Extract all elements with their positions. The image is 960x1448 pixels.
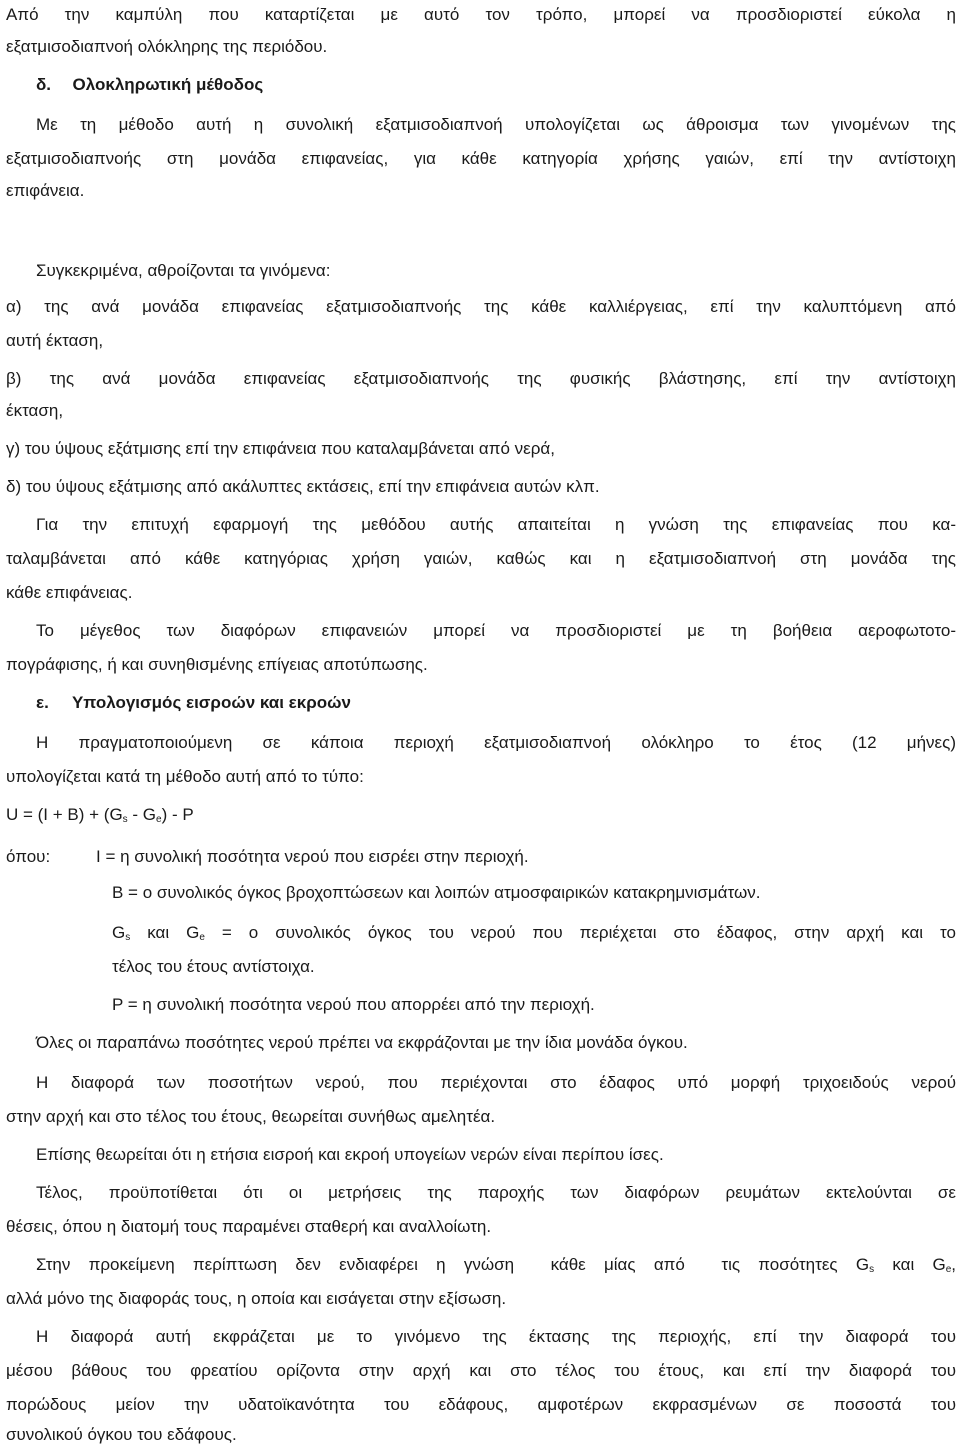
- section-e-p1-line-1: Η πραγματοποιούμενη σε κάποια περιοχή εξατμισοδιαπνοή ολόκληρο το έτος (12 μήνες): [36, 733, 956, 752]
- section-e-p6-line-1: Στην προκείμενη περίπτωση δεν ενδιαφέρει η γνώση κάθε μίας από τις ποσότητες $G_s$ και $G_e$,: [36, 1255, 956, 1275]
- section-e-p3-line-2: στην αρχή και στο τέλος του έτους, θεωρείται συνήθως αμελητέα.: [6, 1107, 496, 1126]
- section-d-title: Ολοκληρωτική μέθοδος: [72, 75, 264, 94]
- definition-g-line-1: $G_s$ και $G_e = o$ συνολικός όγκος του νερού που περιέχεται στο έδαφος, στην αρχή και το: [112, 923, 956, 943]
- section-d-p2: Συγκεκριμένα, αθροίζονται τα γινόμενα:: [36, 261, 331, 280]
- section-d-heading: [36, 74, 263, 96]
- item-a-line-2: αυτή έκταση,: [6, 331, 104, 350]
- item-b-line-1: β) της ανά μονάδα επιφανείας εξατμισοδιαπνοής της φυσικής βλάστησης, επί την αντίστοιχη: [6, 369, 956, 388]
- definition-p: P = η συνολική ποσότητα νερού που απορρέει από την περιοχή.: [112, 995, 595, 1014]
- section-e-p4: Επίσης θεωρείται ότι η ετήσια εισροή και εκροή υπογείων νερών είναι περίπου ίσες.: [36, 1145, 664, 1164]
- section-e-heading: [36, 692, 351, 714]
- section-d-p3-line-3: κάθε επιφάνειας.: [6, 583, 133, 602]
- section-e-p1-line-2: υπολογίζεται κατά τη μέθοδο αυτή από το τύπο:: [6, 767, 364, 786]
- section-e-p5-line-2: θέσεις, όπου η διατομή τους παραμένει σταθερή και αναλλοίωτη.: [6, 1217, 492, 1236]
- section-d-p3-line-2: ταλαμβάνεται από κάθε κατηγόριας χρήση γαιών, καθώς και η εξατμισοδιαπνοή στη μονάδα της: [6, 549, 956, 568]
- item-b-line-2: έκταση,: [6, 401, 64, 420]
- section-e-p3-line-1: Η διαφορά των ποσοτήτων νερού, που περιέχονται στο έδαφος υπό μορφή τριχοειδούς νερού: [36, 1073, 956, 1092]
- section-d-p4-line-1: Το μέγεθος των διαφόρων επιφανειών μπορεί να προσδιοριστεί με τη βοήθεια αεροφωτοτο-: [36, 621, 956, 640]
- section-d-p4-line-2: πογράφισης, ή και συνηθισμένης επίγειας αποτύπωσης.: [6, 655, 428, 674]
- section-e-p7-line-1: Η διαφορά αυτή εκφράζεται με το γινόμενο της έκτασης της περιοχής, επί την διαφορά του: [36, 1327, 956, 1346]
- intro-line-2: εξατμισοδιαπνοή ολόκληρης της περιόδου.: [6, 37, 328, 56]
- definition-g-line-2: τέλος του έτους αντίστοιχα.: [112, 957, 315, 976]
- item-a-line-1: α) της ανά μονάδα επιφανείας εξατμισοδιαπνοής της κάθε καλλιέργειας, επί την καλυπτόμενη από: [6, 297, 956, 316]
- section-d-p3-line-1: Για την επιτυχή εφαρμογή της μεθόδου αυτής απαιτείται η γνώση της επιφανείας που κα-: [36, 515, 956, 534]
- formula: $U = (I + B) + (G_s - G_e) - P$: [6, 805, 194, 825]
- where-label: όπου:: [6, 847, 51, 866]
- item-c: γ) του ύψους εξάτμισης επί την επιφάνεια που καταλαμβάνεται από νερά,: [6, 439, 555, 458]
- definition-i: I = η συνολική ποσότητα νερού που εισρέει στην περιοχή.: [96, 847, 529, 866]
- section-e-p5-line-1: Τέλος, προϋποτίθεται ότι οι μετρήσεις της παροχής των διαφόρων ρευμάτων εκτελούνται σε: [36, 1183, 956, 1202]
- section-e-marker: ε.: [36, 693, 49, 712]
- definition-b: B = ο συνολικός όγκος βροχοπτώσεων και λοιπών ατμοσφαιρικών κατακρημνισμάτων.: [112, 883, 761, 902]
- section-e-p6-line-2: αλλά μόνο της διαφοράς τους, η οποία και εισάγεται στην εξίσωση.: [6, 1289, 507, 1308]
- section-d-p1-line-3: επιφάνεια.: [6, 181, 85, 200]
- section-d-p1-line-2: εξατμισοδιαπνοής στη μονάδα επιφανείας, για κάθε κατηγορία χρήσης γαιών, επί την αντίστοιχη: [6, 149, 956, 168]
- section-d-marker: δ.: [36, 75, 52, 94]
- item-d: δ) του ύψους εξάτμισης από ακάλυπτες εκτάσεις, επί την επιφάνεια αυτών κλπ.: [6, 477, 600, 496]
- intro-line-1: Από την καμπύλη που καταρτίζεται με αυτό τον τρόπο, μπορεί να προσδιοριστεί εύκολα η: [6, 5, 956, 24]
- section-e-p7-line-3: πορώδους μείον την υδατοϊκανότητα του εδάφους, αμφοτέρων εκφρασμένων σε ποσοστά του: [6, 1395, 956, 1414]
- section-e-title: Υπολογισμός εισροών και εκροών: [71, 693, 351, 712]
- section-e-p2: Όλες οι παραπάνω ποσότητες νερού πρέπει να εκφράζονται με την ίδια μονάδα όγκου.: [36, 1033, 688, 1052]
- section-e-p7-line-2: μέσου βάθους του φρεατίου ορίζοντα στην αρχή και στο τέλος του έτους, και επί την διαφορά του: [6, 1361, 956, 1380]
- section-d-p1-line-1: Με τη μέθοδο αυτή η συνολική εξατμισοδιαπνοή υπολογίζεται ως άθροισμα των γινομένων της: [36, 115, 956, 134]
- section-e-p7-line-4: συνολικού όγκου του εδάφους.: [6, 1425, 237, 1444]
